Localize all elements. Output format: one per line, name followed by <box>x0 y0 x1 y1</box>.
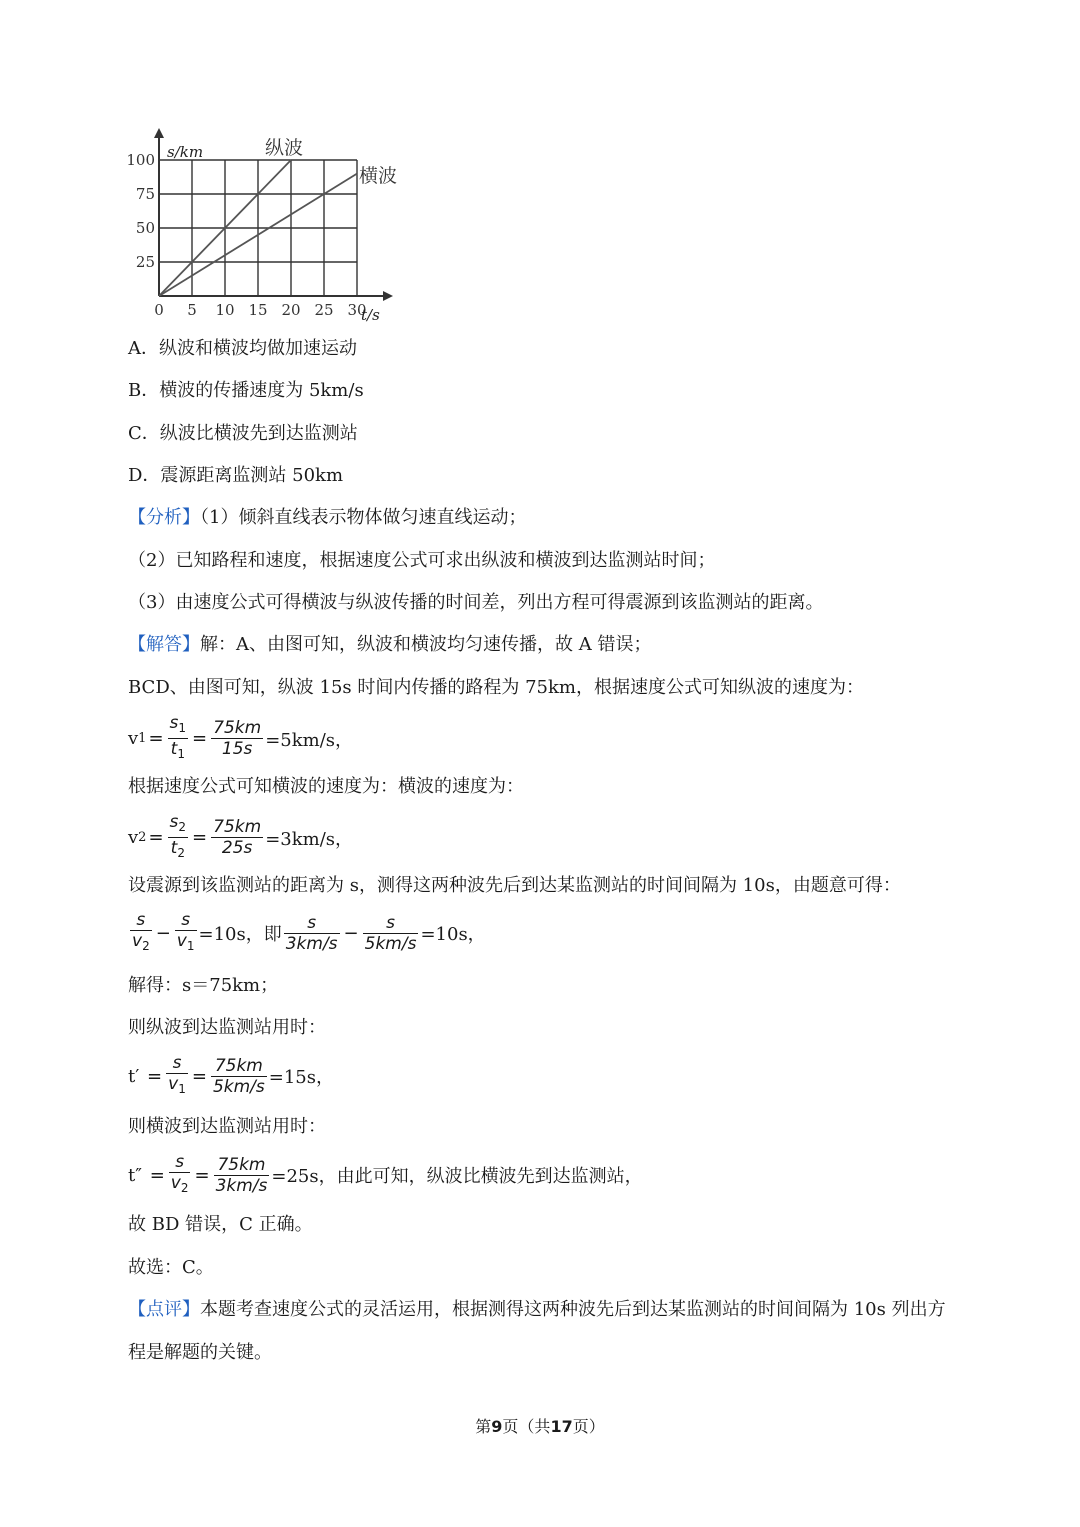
series-label-longitudinal: 纵波 <box>265 137 304 159</box>
page-total: 17 <box>550 1417 573 1436</box>
answer-line-7: 则横波到达监测站用时： <box>128 1116 326 1137</box>
fraction-s-v1: $\frac{s}{v_1}$ <box>176 910 195 953</box>
fraction-75km-25s: $\frac{75km}{25s}$ <box>213 817 262 858</box>
fraction-s2-t2: $\frac{s_2}{t_2}$ <box>169 812 187 860</box>
comment-line-1 <box>128 1297 946 1323</box>
answer-line-3: 根据速度公式可知横波的速度为：横波的速度为： <box>128 776 524 797</box>
page-number: 9 <box>491 1417 503 1436</box>
t1-result: =15s， <box>268 1067 334 1088</box>
comment-text-1: 本题考查速度公式的灵活运用，根据测得这两种波先后到达某监测站的时间间隔为 10s 列出方 <box>200 1299 946 1320</box>
x-axis-arrow <box>383 291 393 301</box>
fraction-s-3kms: $\frac{s}{3km/s}$ <box>285 912 338 954</box>
option-a: A．纵波和横波均做加速运动 <box>128 338 357 359</box>
answer-line-2: BCD、由图可知，纵波 15s 时间内传播的路程为 75km，根据速度公式可知纵波的速度为： <box>128 677 864 698</box>
chart-grid <box>159 160 357 296</box>
x-axis-label: t/s <box>361 306 380 324</box>
series-label-transverse: 横波 <box>359 165 398 187</box>
y-tick-label: 25 <box>135 253 155 271</box>
t1-equation: t′ = $\frac{s}{v_1}$ = $\frac{75km}{5km/s}$ =15s， <box>128 1053 334 1099</box>
v2-equation: v 2 = $\frac{s_2}{t_2}$ = $\frac{75km}{25s}$ =3km/s， <box>128 812 353 863</box>
comment-line-2: 程是解题的关键。 <box>128 1342 272 1363</box>
option-c: C．纵波比横波先到达监测站 <box>128 423 358 444</box>
fraction-s-5kms: $\frac{s}{5km/s}$ <box>364 912 417 954</box>
analysis-tag: 【分析】 <box>128 507 200 528</box>
y-tick-label: 100 <box>126 151 155 169</box>
y-axis-arrow <box>154 128 164 138</box>
y-tick-label: 50 <box>135 219 155 237</box>
x-tick-label: 15 <box>248 301 268 319</box>
t2-equation: t″ = $\frac{s}{v_2}$ = $\frac{75km}{3km/s}$ =25s，由此可知，纵波比横波先到达监测站， <box>128 1152 643 1198</box>
fraction-75km-5kms: $\frac{75km}{5km/s}$ <box>212 1055 265 1097</box>
analysis-line-3: （3）由速度公式可得横波与纵波传播的时间差，列出方程可得震源到该监测站的距离。 <box>128 592 824 613</box>
option-b: B．横波的传播速度为 5km/s <box>128 380 364 401</box>
answer-line-8: 故 BD 错误，C 正确。 <box>128 1214 313 1235</box>
v1-result: =5km/s， <box>265 729 353 751</box>
x-tick-label: 0 <box>154 301 164 319</box>
fraction-s-v2-b: $\frac{s}{v_2}$ <box>170 1152 189 1195</box>
answer-text-1: 解：A、由图可知，纵波和横波均匀速传播，故 A 错误； <box>200 634 652 655</box>
time-difference-equation: $\frac{s}{v_2}$ − $\frac{s}{v_1}$ =10s，即 $\frac{s}{3km/s}$ − $\frac{s}{5km/s}$ =10s， <box>128 910 486 956</box>
x-tick-label: 30 <box>347 301 367 319</box>
analysis-line-1 <box>128 505 526 531</box>
t1-symbol: t′ <box>128 1065 140 1087</box>
v2-result: =3km/s， <box>265 828 353 850</box>
x-tick-label: 10 <box>215 301 235 319</box>
answer-line-1 <box>128 632 651 658</box>
x-tick-label: 20 <box>281 301 301 319</box>
page-footer: 第9页（共17页） <box>475 1417 605 1436</box>
analysis-text-1: （1）倾斜直线表示物体做匀速直线运动； <box>200 507 527 528</box>
answer-line-9: 故选：C。 <box>128 1257 214 1278</box>
x-tick-label: 25 <box>314 301 334 319</box>
fraction-75km-3kms: $\frac{75km}{3km/s}$ <box>215 1154 268 1196</box>
distance-time-chart <box>125 128 405 328</box>
analysis-line-2: （2）已知路程和速度，根据速度公式可求出纵波和横波到达监测站时间； <box>128 550 716 571</box>
answer-line-5: 解得：s＝75km； <box>128 975 279 996</box>
x-tick-label: 5 <box>187 301 197 319</box>
v1-subscript: 1 <box>138 731 147 746</box>
v1-symbol: v <box>128 728 139 749</box>
y-axis-label: s/km <box>167 143 204 161</box>
option-d: D．震源距离监测站 50km <box>128 465 344 486</box>
equation-end-text: =10s， <box>420 924 486 945</box>
fraction-s1-t1: $\frac{s_1}{t_1}$ <box>169 713 187 761</box>
fraction-s-v1-b: $\frac{s}{v_1}$ <box>168 1053 186 1096</box>
fraction-75km-15s: $\frac{75km}{15s}$ <box>213 718 262 759</box>
answer-line-4: 设震源到该监测站的距离为 s，测得这两种波先后到达某监测站的时间间隔为 10s，由题意可得： <box>128 875 901 896</box>
y-tick-label: 75 <box>135 185 155 203</box>
comment-tag: 【点评】 <box>128 1299 200 1320</box>
fraction-s-v2: $\frac{s}{v_2}$ <box>132 910 150 953</box>
answer-tag: 【解答】 <box>128 634 200 655</box>
t2-symbol: t″ <box>128 1164 142 1186</box>
equation-mid-text: =10s，即 <box>198 924 282 945</box>
v2-subscript: 2 <box>138 830 147 845</box>
t2-result: =25s，由此可知，纵波比横波先到达监测站， <box>271 1166 643 1187</box>
v1-equation: v 1 = $\frac{s_1}{t_1}$ = $\frac{75km}{15s}$ =5km/s， <box>128 713 353 764</box>
answer-line-6: 则纵波到达监测站用时： <box>128 1017 326 1038</box>
